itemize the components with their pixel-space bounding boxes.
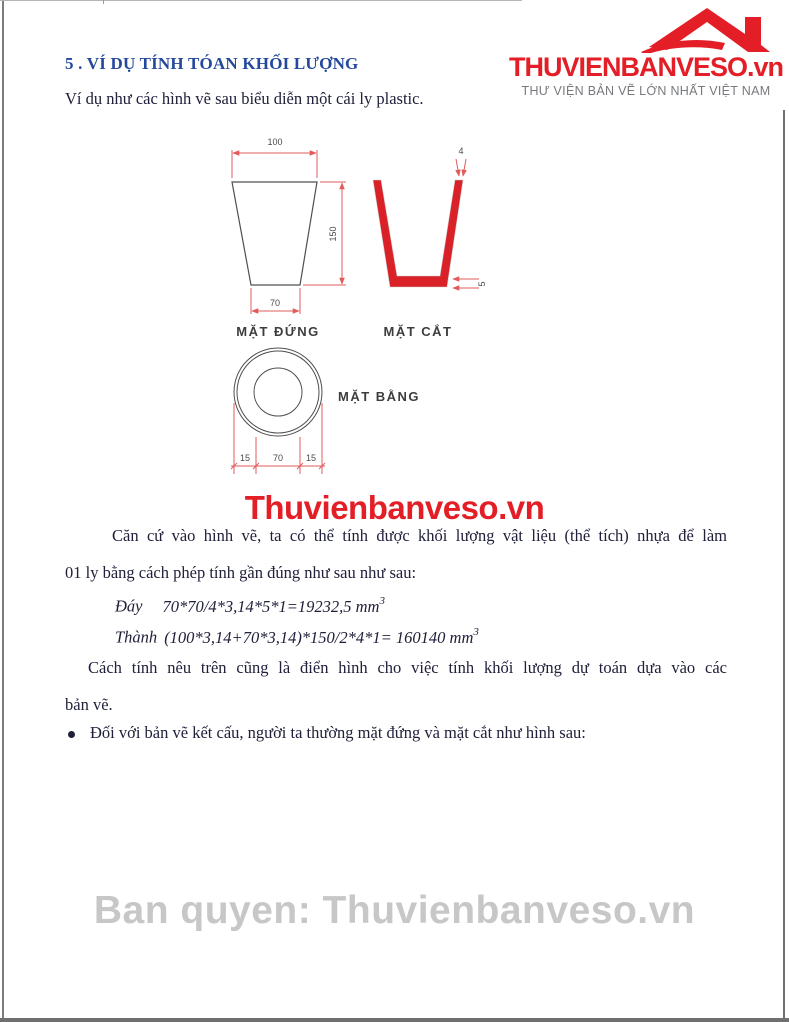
section-view-label: MẶT CẮT xyxy=(383,324,453,339)
section-view xyxy=(373,146,487,339)
site-logo xyxy=(505,5,787,98)
para1-line2: 01 ly bằng cách phép tính gần đúng như sau như sau: xyxy=(65,563,417,582)
dim-wall-4: 4 xyxy=(458,146,464,156)
formula-thanh xyxy=(115,627,479,648)
roof-chimney-icon xyxy=(637,5,787,53)
front-view-label: MẶT ĐỨNG xyxy=(236,324,320,339)
dim-top-100: 100 xyxy=(267,137,283,147)
formula-thanh-label: Thành xyxy=(115,627,158,647)
page-border-right xyxy=(783,110,785,1022)
logo-tagline: THƯ VIỆN BẢN VẼ LỚN NHẤT VIỆT NAM xyxy=(521,84,771,99)
ruler-tick xyxy=(103,0,104,4)
dim-base-5: 5 xyxy=(477,281,487,287)
plan-outer-circle xyxy=(234,348,322,436)
para2-line1: Cách tính nêu trên cũng là điển hình cho việc tính khối lượng dự toán dựa vào các xyxy=(88,658,727,677)
bullet-marker xyxy=(68,731,75,738)
plan-inner-circle xyxy=(254,368,302,416)
para2-line2: bản vẽ. xyxy=(65,695,113,714)
para1-line1: Căn cứ vào hình vẽ, ta có thể tính được khối lượng vật liệu (thể tích) nhựa để làm xyxy=(112,526,727,545)
plan-view-label: MẶT BẰNG xyxy=(338,389,421,404)
front-view-cup-outline xyxy=(232,182,317,285)
logo-brand-text: THUVIENBANVESO.vn xyxy=(508,52,784,82)
formula-thanh-sup: 3 xyxy=(473,626,479,638)
intro-paragraph: Ví dụ như các hình vẽ sau biểu diễn một cái ly plastic. xyxy=(65,89,424,108)
formula-day-expr: 70*70/4*3,14*5*1=19232,5 mm xyxy=(162,596,380,616)
section-heading: 5 . VÍ DỤ TÍNH TÓAN KHỐI LƯỢNG xyxy=(65,54,359,73)
formula-thanh-expr: (100*3,14+70*3,14)*150/2*4*1= 160140 mm xyxy=(164,627,474,647)
dim-plan-15-left: 15 xyxy=(239,453,251,463)
front-view xyxy=(232,137,346,339)
formula-day-sup: 3 xyxy=(379,595,385,607)
bullet-text: Đối với bản vẽ kết cấu, người ta thường mặt đứng và mặt cắt như hình sau: xyxy=(90,723,586,742)
section-view-cup-wall xyxy=(373,180,463,287)
plan-rim-circle xyxy=(237,351,319,433)
dim-plan-15-right: 15 xyxy=(305,453,317,463)
formula-day-label: Đáy xyxy=(115,596,143,616)
plan-view xyxy=(231,348,420,474)
dim-bottom-70: 70 xyxy=(269,298,281,308)
dim-plan-70: 70 xyxy=(272,453,284,463)
dim-side-150: 150 xyxy=(328,226,338,242)
page-border-top xyxy=(0,0,522,1)
center-brand-watermark: Thuvienbanveso.vn xyxy=(244,489,545,526)
page-border-bottom xyxy=(0,1018,789,1022)
technical-drawing xyxy=(195,133,505,483)
copyright-watermark: Ban quyen: Thuvienbanveso.vn xyxy=(93,889,696,932)
formula-day xyxy=(115,596,385,617)
